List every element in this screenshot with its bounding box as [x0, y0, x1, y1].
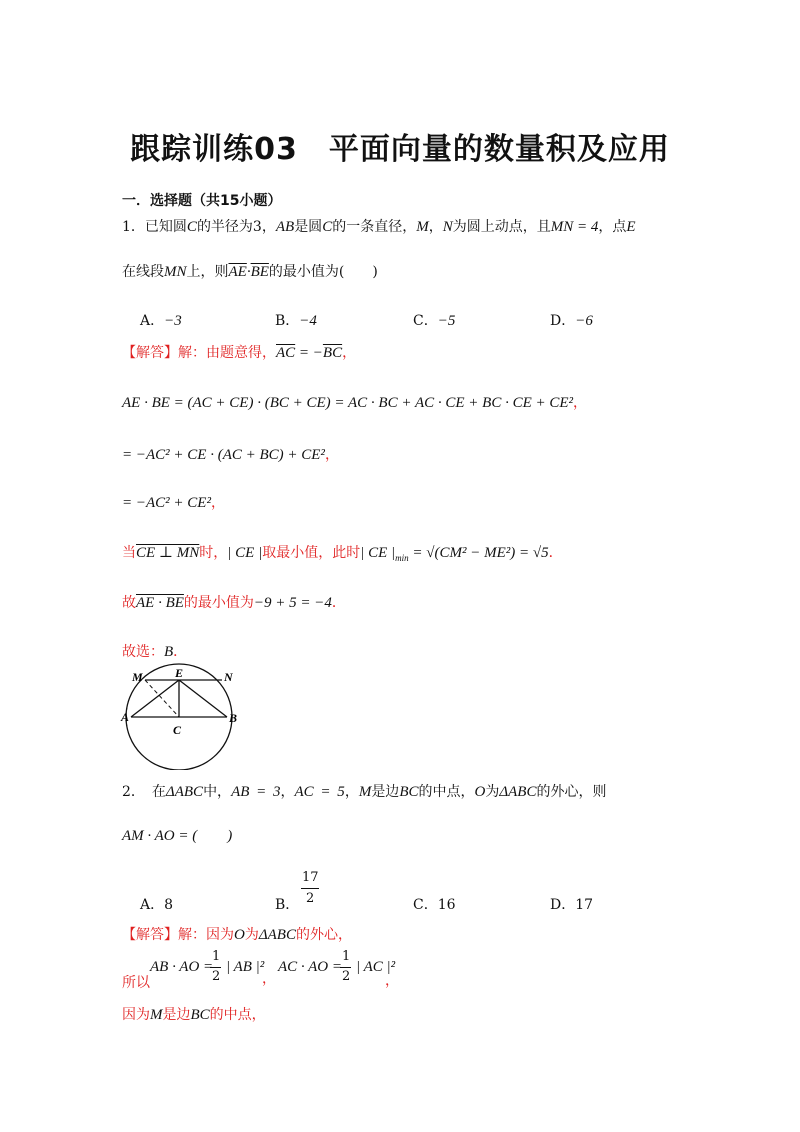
segment-be — [179, 680, 227, 717]
q2-option-a[interactable]: A．8 — [140, 897, 174, 913]
q2-option-c[interactable]: C．16 — [413, 897, 456, 913]
label-a: A — [121, 710, 130, 724]
question-2-line-2: AM · AO = ( ) — [122, 828, 233, 844]
q2-comma: ， — [262, 971, 276, 987]
label-b: B — [229, 711, 238, 725]
q2-answer-line-3: 因为M是边BC的中点， — [122, 1007, 266, 1023]
segment-mc-dashed — [145, 680, 179, 717]
q1-step-3: = −AC² + CE²， — [122, 495, 225, 511]
label-e: E — [175, 666, 184, 680]
q1-option-a[interactable]: A．−3 — [140, 313, 182, 329]
label-m: M — [132, 670, 143, 684]
fraction-bar — [301, 888, 319, 889]
q1-choice: 故选：B． — [122, 644, 188, 660]
q2-option-d[interactable]: D．17 — [550, 897, 594, 913]
q2-equation-2: AC · AO = 1 2 | AC |² — [278, 949, 396, 984]
fraction-bar — [340, 967, 351, 968]
q2-equation-1: AB · AO = 1 2 | AB |² — [150, 949, 265, 984]
q1-step-2: = −AC² + CE · (AC + BC) + CE²， — [122, 447, 339, 463]
q1-option-d[interactable]: D．−6 — [550, 313, 593, 329]
question-2-line-1: 2． 在ΔABC中，AB = 3，AC = 5，M是边BC的中点，O为ΔABC的外心，则 — [122, 784, 607, 800]
q1-option-c[interactable]: C．−5 — [413, 313, 456, 329]
fraction-bar — [210, 967, 221, 968]
q1-answer-line-1: 【解答】解：由题意得，$\overline{AC} = -\overline{BC}$， — [122, 345, 357, 361]
question-1-line-1: 1．已知圆C的半径为3，AB是圆C的一条直径，M，N为圆上动点，且MN = 4，点E — [122, 219, 636, 235]
q1-step-1: AE · BE = (AC + CE) · (BC + CE) = AC · BC + AC · CE + BC · CE + CE²， — [122, 395, 588, 411]
circle-diagram — [118, 660, 258, 770]
q2-comma-2: ， — [385, 973, 399, 989]
q1-condition: 当CE ⊥ MN时，| CE |取最小值，此时| CE $|_{min} = √(CM^2 - ME^2) = √5$． — [122, 545, 563, 563]
label-c: C — [173, 723, 182, 737]
q1-result: 故AE · BE的最小值为−9 + 5 = −4． — [122, 595, 346, 611]
q1-option-b[interactable]: B．−4 — [275, 313, 317, 329]
q2-answer-line-1: 【解答】解：因为O为ΔABC的外心， — [122, 927, 352, 943]
section-heading: 一．选择题（共15小题） — [122, 193, 282, 209]
page-title: 跟踪训练03 平面向量的数量积及应用 — [130, 132, 670, 167]
q2-answer-so: 所以 — [122, 975, 150, 991]
question-1-line-2: 在线段MN上，则$\overline{AE}\cdot\overline{BE}$的最小值为( ) — [122, 264, 378, 280]
segment-ae — [131, 680, 179, 717]
label-n: N — [224, 670, 233, 684]
